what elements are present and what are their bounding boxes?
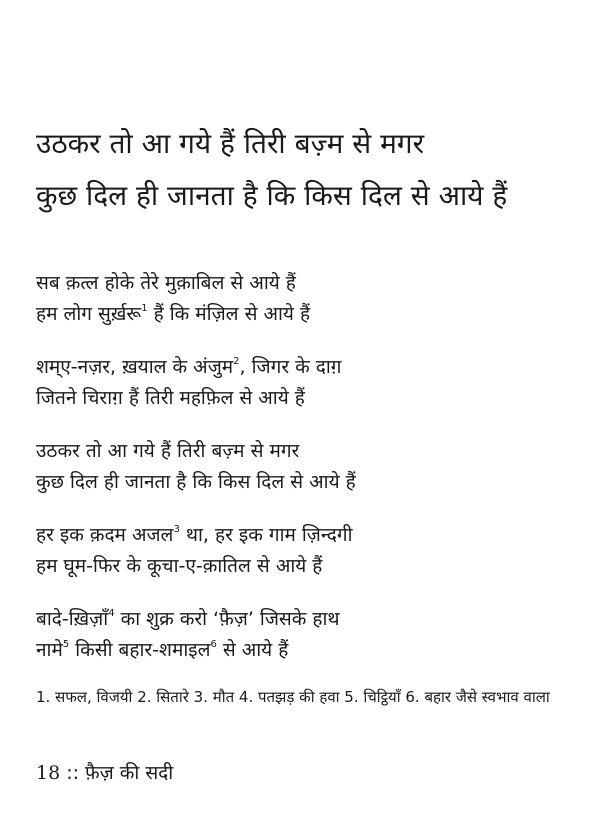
verse-text: था, हर इक गाम ज़िन्दगी (179, 524, 353, 546)
footnote-marker: 2 (233, 356, 240, 367)
couplet-2 (36, 352, 596, 414)
verse-text: हम लोग सुर्ख़रू (36, 303, 142, 325)
featured-couplet-line-1: उठकर तो आ गये हैं तिरी बज़्म से मगर (36, 127, 425, 160)
couplet-4 (36, 520, 596, 582)
footnotes: 1. सफल, विजयी 2. सितारे 3. मौत 4. पतझड़ की हवा 5. चिट्ठियाँ 6. बहार जैसे स्वभाव वाला (36, 688, 550, 706)
couplet-3-line-2: कुछ दिल ही जानता है कि किस दिल से आये हैं (36, 471, 356, 493)
page-footer (36, 758, 173, 788)
ghazal-body (36, 268, 596, 688)
verse-text: किसी बहार-शमाइल (69, 639, 211, 661)
couplet-5-line-1 (36, 604, 596, 635)
couplet-4-line-2: हम घूम-फिर के कूचा-ए-क़ातिल से आये हैं (36, 555, 323, 577)
couplet-1 (36, 268, 596, 330)
couplet-2-line-2: जितने चिराग़ हैं तिरी महफ़िल से आये हैं (36, 387, 305, 409)
verse-text: से आये हैं (216, 639, 289, 661)
verse-text: का शुक्र करो ‘फ़ैज़’ जिसके हाथ (114, 608, 340, 630)
footnote-marker: 6 (210, 639, 217, 650)
footnote-marker: 3 (173, 524, 180, 535)
footer-separator: :: (66, 762, 79, 784)
footnote-marker: 1 (141, 303, 148, 314)
footnote-marker: 5 (62, 639, 70, 650)
verse-text: हैं कि मंज़िल से आये हैं (147, 303, 311, 325)
couplet-3 (36, 436, 596, 498)
couplet-1-line-1: सब क़त्ल होके तेरे मुक़ाबिल से आये हैं (36, 272, 296, 294)
featured-couplet (36, 118, 596, 222)
couplet-2-line-1 (36, 352, 596, 383)
couplet-3-line-1: उठकर तो आ गये हैं तिरी बज़्म से मगर (36, 440, 300, 462)
book-title: फ़ैज़ की सदी (85, 762, 174, 784)
couplet-5 (36, 604, 596, 666)
verse-text: नामे (36, 639, 63, 661)
featured-couplet-line-2: कुछ दिल ही जानता है कि किस दिल से आये हैं (36, 179, 508, 212)
verse-text: बादे-ख़िज़ाँ (36, 608, 109, 630)
verse-text: , जिगर के दाग़ (239, 356, 342, 378)
footnote-marker: 4 (108, 608, 115, 619)
verse-text: शम्ए-नज़र, ख़याल के अंजुम (36, 356, 234, 378)
couplet-1-line-2 (36, 299, 596, 330)
verse-text: हर इक क़दम अजल (36, 524, 174, 546)
couplet-5-line-2 (36, 635, 596, 666)
couplet-4-line-1 (36, 520, 596, 551)
page-number: 18 (36, 762, 61, 784)
